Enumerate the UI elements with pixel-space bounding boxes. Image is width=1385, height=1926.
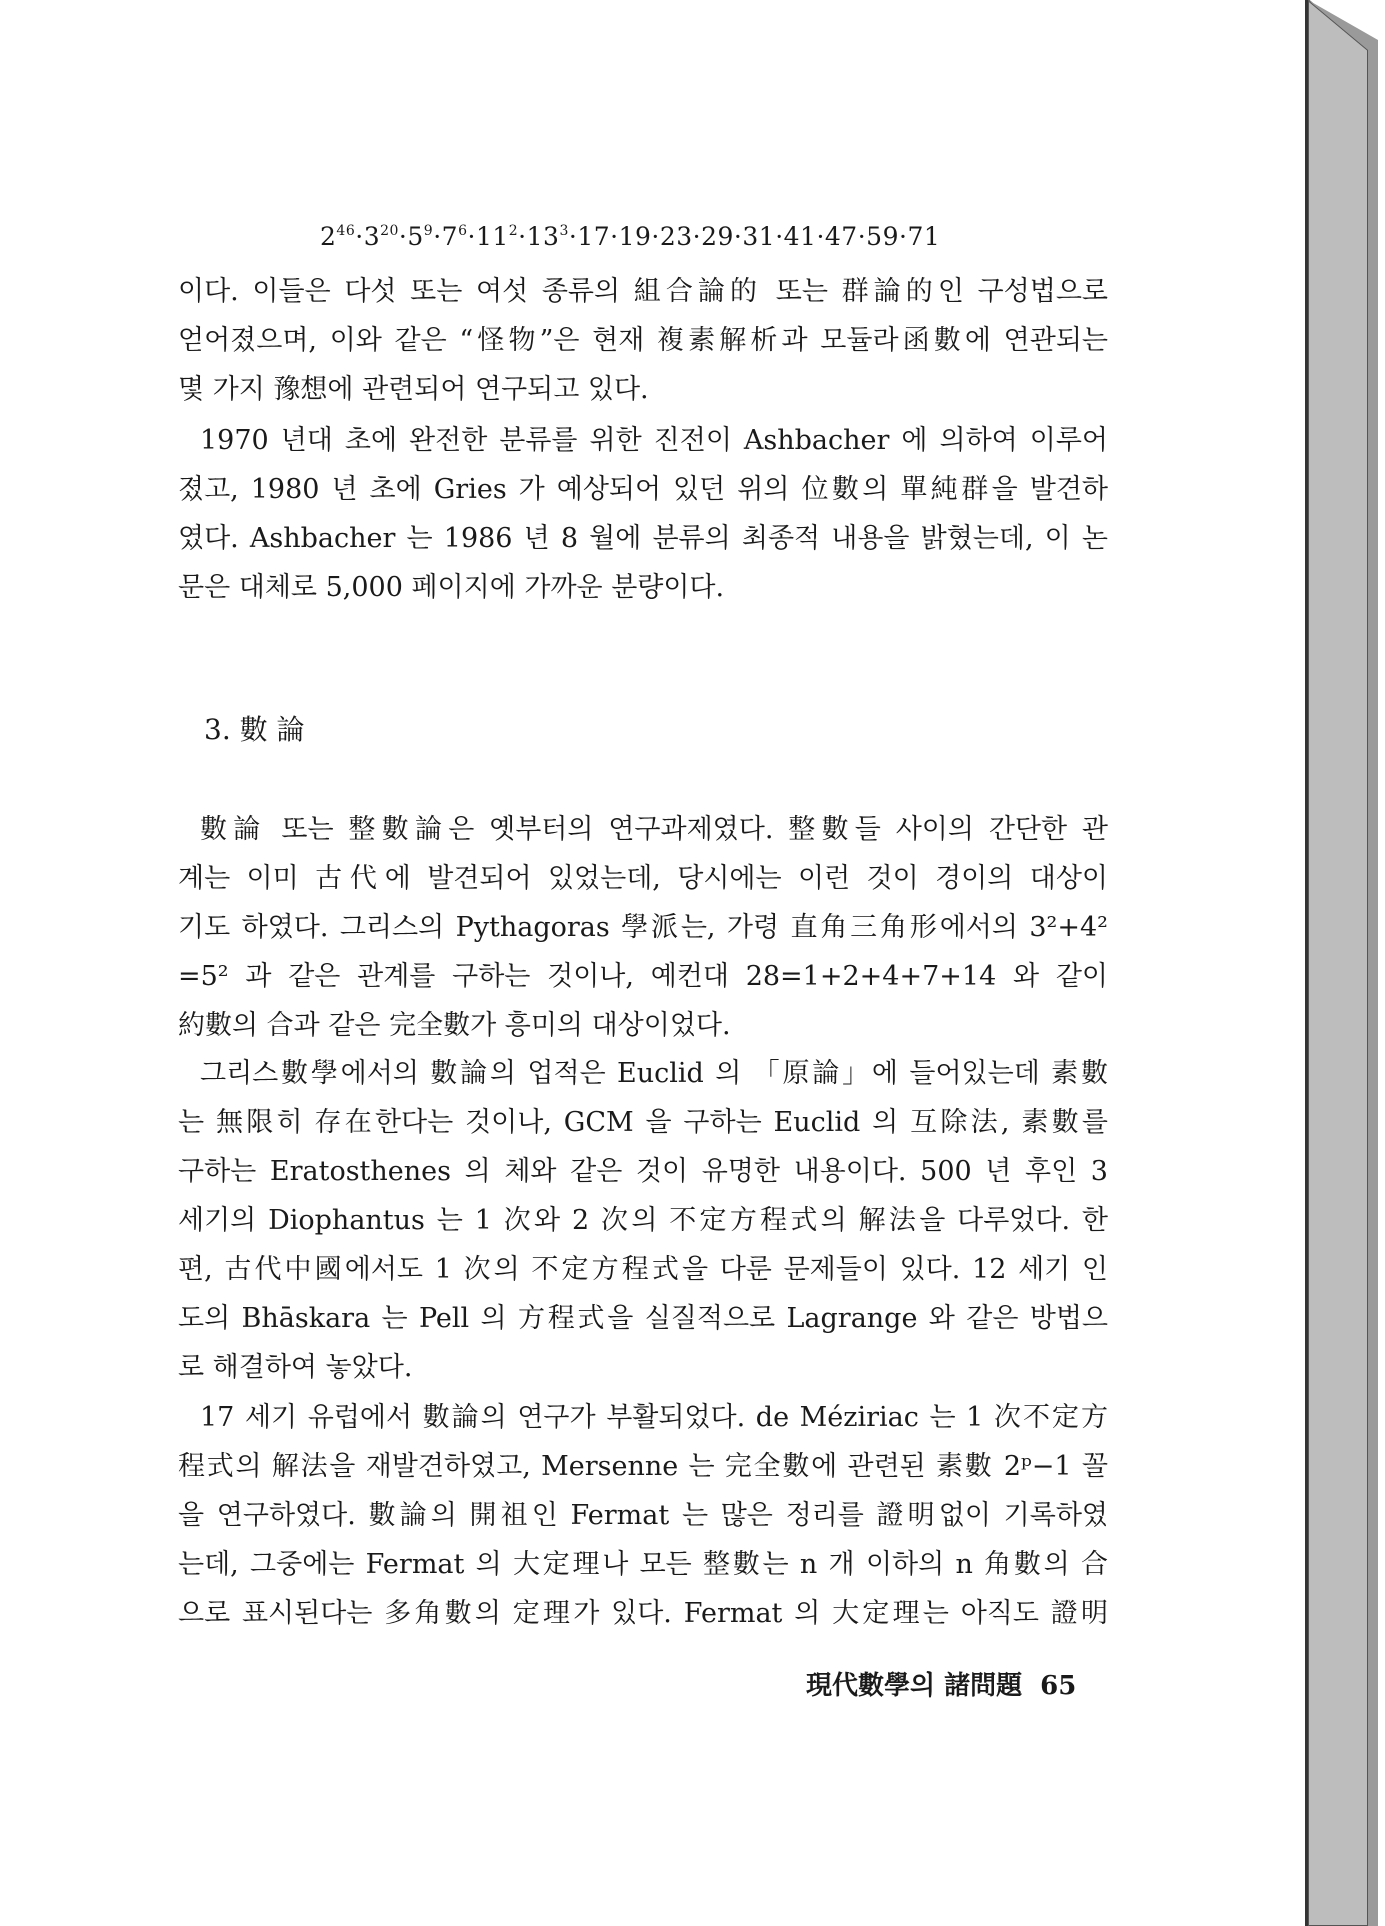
formula-dot: · [610, 222, 619, 251]
formula-base: 7 [441, 222, 459, 251]
formula-dot: · [898, 222, 908, 251]
text-line: 數論 또는 整數論은 옛부터의 연구과제였다. 整數들 사이의 간단한 관 [200, 814, 1108, 845]
formula-base: 31 [742, 222, 776, 251]
text-line: 約數의 合과 같은 完全數가 흥미의 대상이었다. [178, 1010, 731, 1041]
formula-base: 59 [866, 222, 899, 251]
formula-base: 5 [407, 222, 424, 251]
formula-base: 11 [475, 222, 509, 251]
section-heading: 3. 數 論 [204, 713, 305, 746]
paragraph-3 [178, 805, 1108, 1050]
text-line: 程式의 解法을 재발견하였고, Mersenne 는 完全數에 관련된 素數 2ᵖ−1 꼴 [178, 1451, 1108, 1482]
formula-dot: · [398, 222, 408, 251]
formula-dot: · [568, 222, 578, 251]
text-line: 문은 대체로 5,000 페이지에 가까운 분량이다. [178, 572, 725, 603]
text-line: 1970 년대 초에 완전한 분류를 위한 진전이 Ashbacher 에 의하여 이루어 [200, 425, 1108, 456]
text-line: 였다. Ashbacher 는 1986 년 8 월에 분류의 최종적 내용을 밝혔는데, 이 논 [178, 523, 1108, 554]
formula-base: 23 [659, 222, 693, 251]
formula-dot: · [816, 222, 825, 251]
formula-base: 3 [363, 222, 381, 251]
text-line: 으로 표시된다는 多角數의 定理가 있다. Fermat 의 大定理는 아직도 證明 [178, 1598, 1108, 1629]
formula-exponent: 3 [559, 223, 569, 239]
text-line: 17 세기 유럽에서 數論의 연구가 부활되었다. de Méziriac 는 1 次不定方 [200, 1402, 1108, 1433]
text-line: 구하는 Eratosthenes 의 체와 같은 것이 유명한 내용이다. 500 년 후인 3 [178, 1156, 1108, 1187]
text-line: =5² 과 같은 관계를 구하는 것이나, 예컨대 28=1+2+4+7+14 와 같이 [178, 961, 1108, 992]
paragraph-1 [178, 267, 1108, 414]
formula-exponent: 6 [458, 223, 468, 239]
text-line: 을 연구하였다. 數論의 開祖인 Fermat 는 많은 정리를 證明없이 기록하였 [178, 1500, 1108, 1531]
formula-dot: · [651, 222, 660, 251]
formula-exponent: 46 [336, 223, 356, 239]
text-line: 는데, 그중에는 Fermat 의 大定理나 모든 整數는 n 개 이하의 n 角數의 合 [178, 1549, 1108, 1580]
formula-base: 13 [526, 222, 560, 251]
text-line: 도의 Bhāskara 는 Pell 의 方程式을 실질적으로 Lagrange 와 같은 방법으 [178, 1303, 1108, 1334]
paragraph-4 [178, 1049, 1108, 1392]
running-footer [806, 1665, 1076, 1702]
formula-base: 19 [618, 222, 652, 251]
footer-title: 現代數學의 諸問題 [806, 1671, 1023, 1701]
formula-exponent: 2 [508, 223, 519, 239]
text-line: 몇 가지 豫想에 관련되어 연구되고 있다. [178, 374, 649, 405]
formula-base: 71 [907, 222, 941, 251]
formula-dot: · [733, 222, 743, 251]
formula-base: 29 [701, 222, 734, 251]
formula-exponent: 9 [423, 223, 434, 239]
formula-group-order [320, 222, 1080, 251]
text-line: 계는 이미 古代에 발견되어 있었는데, 당시에는 이런 것이 경이의 대상이 [178, 863, 1108, 894]
formula-dot: · [692, 222, 702, 251]
text-line: 로 해결하여 놓았다. [178, 1352, 413, 1383]
text-line: 기도 하였다. 그리스의 Pythagoras 學派는, 가령 直角三角形에서의 3²+4² [178, 912, 1108, 943]
formula-dot: · [857, 222, 867, 251]
formula-dot: · [355, 222, 364, 251]
text-line: 이다. 이들은 다섯 또는 여섯 종류의 組合論的 또는 群論的인 구성법으로 [178, 276, 1108, 307]
formula-dot: · [467, 222, 476, 251]
text-line: 는 無限히 存在한다는 것이나, GCM 을 구하는 Euclid 의 互除法, 素數를 [178, 1107, 1108, 1138]
text-line: 편, 古代中國에서도 1 次의 不定方程式을 다룬 문제들이 있다. 12 세기 인 [178, 1254, 1108, 1285]
formula-dot: · [518, 222, 527, 251]
formula-exponent: 20 [380, 223, 399, 239]
formula-base: 17 [577, 222, 611, 251]
page-number: 65 [1040, 1671, 1077, 1701]
text-line: 얻어졌으며, 이와 같은 “怪物”은 현재 複素解析과 모듈라函數에 연관되는 [178, 325, 1108, 356]
paragraph-5 [178, 1393, 1108, 1638]
text-line: 그리스數學에서의 數論의 업적은 Euclid 의 「原論」에 들어있는데 素數 [200, 1058, 1108, 1089]
text-line: 세기의 Diophantus 는 1 次와 2 次의 不定方程式의 解法을 다루었다. 한 [178, 1205, 1108, 1236]
formula-base: 2 [320, 222, 337, 251]
paragraph-2 [178, 416, 1108, 612]
formula-base: 47 [824, 222, 858, 251]
formula-dot: · [775, 222, 784, 251]
formula-base: 41 [783, 222, 817, 251]
text-line: 졌고, 1980 년 초에 Gries 가 예상되어 있던 위의 位數의 單純群을 발견하 [178, 474, 1108, 505]
formula-dot: · [433, 222, 442, 251]
book-edge-shape [1308, 0, 1385, 1926]
